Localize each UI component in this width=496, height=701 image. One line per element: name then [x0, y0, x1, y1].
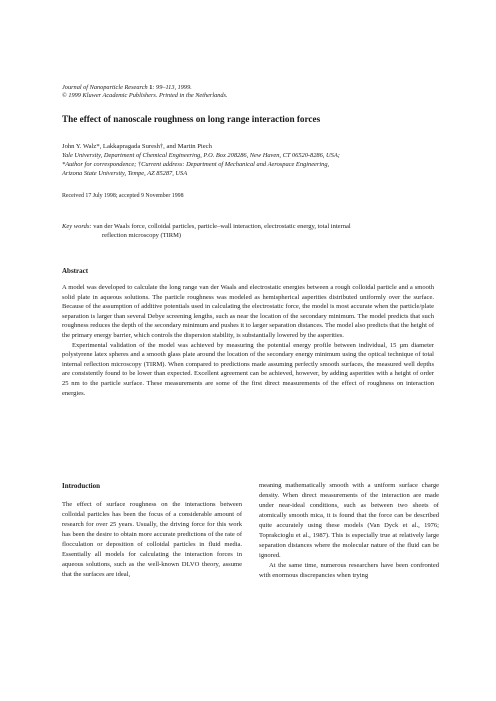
abstract-heading: Abstract	[62, 267, 89, 275]
left-column	[62, 481, 242, 580]
affiliation-line-2: *Author for correspondence; †Current address: Department of Mechanical and Aerospace Engineering,	[62, 160, 330, 168]
keywords-line-1	[62, 222, 442, 231]
paper-title: The effect of nanoscale roughness on long range interaction forces	[62, 114, 321, 124]
keywords-label: Key words:	[62, 223, 92, 230]
abstract-paragraph-1: A model was developed to calculate the long range van der Waals and electrostatic energies between a rough colloidal particle and a smooth solid plate in aqueous solutions. The particle roughness was modeled as hemispherical asperities distributed uniformly over the surface. Because of the assumption of additive potentials used in calculating the electrostatic force, the model is most accurate when the particle/plate separation is larger than several Debye screening lengths, such as near the location of the secondary minimum. The model predicts that such roughness reduces the depth of the secondary minimum and pushes it to larger separation distances. The model also predicts that the height of the primary energy barrier, which controls the dispersion stability, is substantially lowered by the asperities.	[62, 284, 434, 339]
abstract-paragraph-2: Experimental validation of the model was achieved by measuring the potential energy profile between individual, 15 µm diameter polystyrene latex spheres and a smooth glass plate around the location of the secondary energy minimum using the optical technique of total internal reflection microscopy (TIRM). When compared to predictions made assuming perfectly smooth surfaces, the measured well depths are consistently found to be lower than expected. Excellent agreement can be achieved, however, by adding asperities with a height of order 25 nm to the particle surface. These measurements are some of the first direct measurements of the effect of roughness on interaction energies.	[62, 341, 434, 397]
intro-paragraph-1: The effect of surface roughness on the interactions between colloidal particles has been the focus of a considerable amount of research for over 25 years. Usually, the driving force for this work has been the desire to obtain more accurate predictions of the rate of flocculation or deposition of colloidal particles in fluid media. Essentially all models for calculating the interaction forces in aqueous solutions, such as the well-known DLVO theory, assume that the surfaces are ideal,	[62, 501, 242, 579]
abstract-body	[62, 283, 434, 398]
intro-paragraph-2: At the same time, numerous researchers have been confronted with enormous discrepancies when trying	[259, 562, 439, 580]
copyright-line: © 1999 Kluwer Academic Publishers. Printed in the Netherlands.	[62, 92, 228, 100]
keywords	[62, 222, 442, 240]
journal-line-1	[62, 84, 442, 92]
journal-volume: 1	[149, 84, 153, 91]
introduction-heading: Introduction	[62, 482, 100, 490]
affiliation-line-3: Arizona State University, Tempe, AZ 85287, USA	[62, 169, 188, 177]
affiliation	[62, 152, 452, 179]
journal-pages: : 99–113, 1999.	[152, 84, 192, 91]
affiliation-line-1: Yale University, Department of Chemical Engineering, P.O. Box 208286, New Haven, CT 06520-8286, USA;	[62, 152, 340, 159]
keywords-line-2: reflection microscopy (TIRM)	[102, 232, 182, 240]
right-column	[259, 481, 439, 581]
received-date: Received 17 July 1998; accepted 9 November 1998	[62, 193, 184, 199]
keywords-text-1: van der Waals force, colloidal particles, particle–wall interaction, electrostatic energy, total internal	[91, 223, 351, 230]
author-list: John Y. Walz*, Lakkapragada Suresh†, and Martin Piech	[62, 143, 212, 150]
intro-paragraph-1-continued: meaning mathematically smooth with a uniform surface charge density. When direct measurements of the interaction are made under near-ideal conditions, such as between two sheets of atomically smooth mica, it is found that the force can be described quite accurately using these models (Van Dyck et al., 1976; Toprakcioglu et al., 1987). This is especially true at relatively large separation distances where the molecular nature of the fluid can be ignored.	[259, 482, 439, 560]
journal-citation	[62, 84, 442, 101]
journal-name: Journal of Nanoparticle Research	[62, 84, 148, 91]
